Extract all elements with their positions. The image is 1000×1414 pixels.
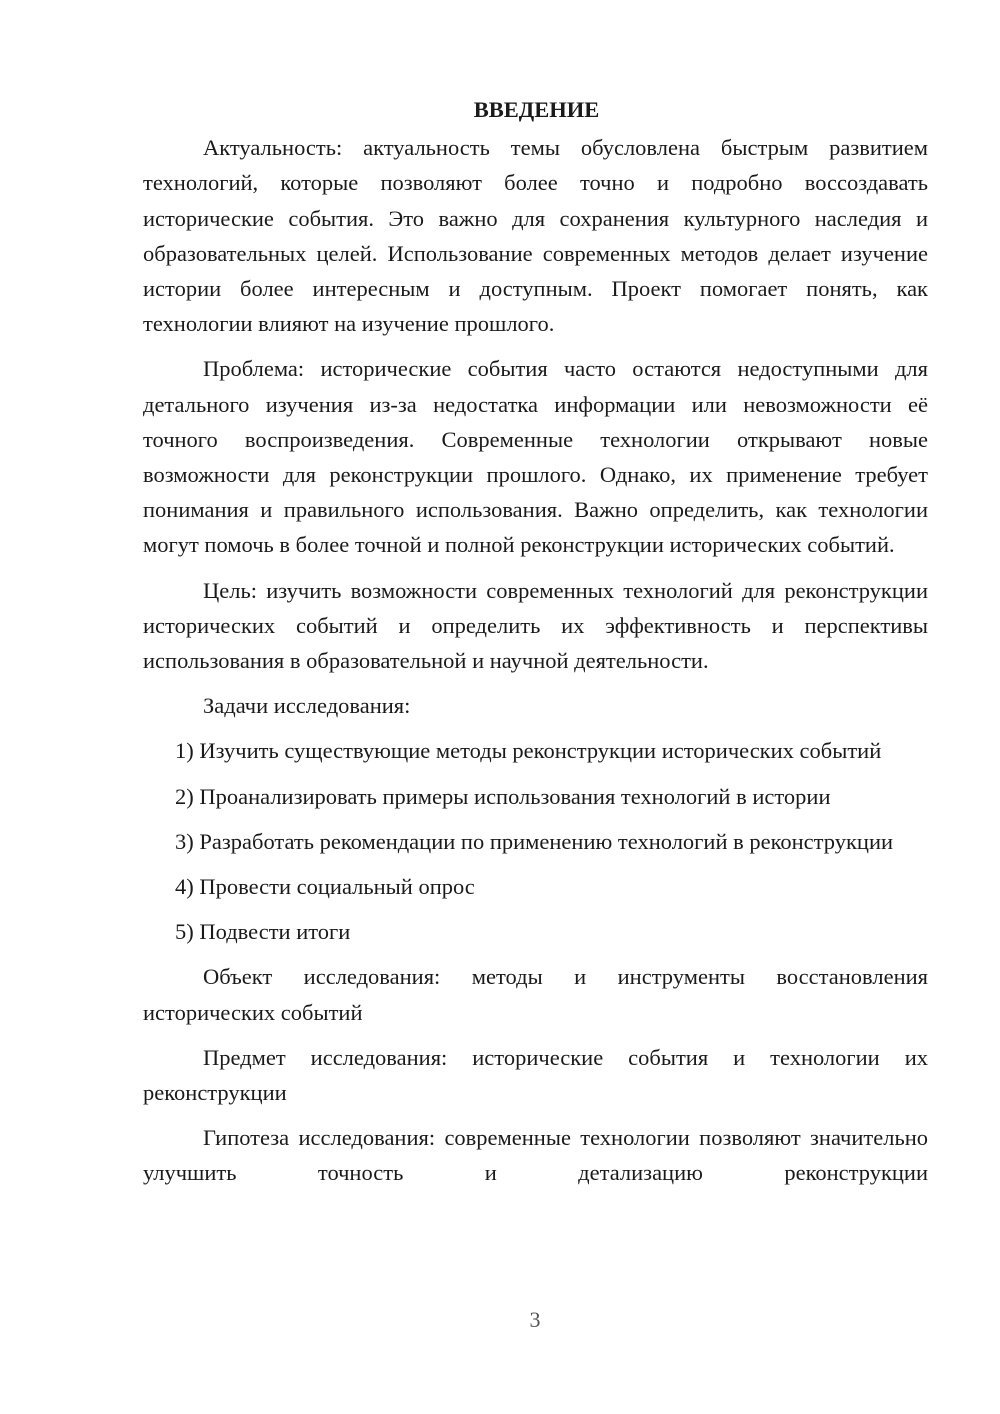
document-page xyxy=(143,92,928,1201)
tasks-title: Задачи исследования: xyxy=(203,693,411,719)
object-paragraph: Объект исследования: методы и инструменты восстановления исторических событий xyxy=(143,964,928,1025)
problem-paragraph: Проблема: исторические события часто остаются недоступными для детального изучения из-за недостатка информации или невозможности её точного воспроизведения. Современные технологии открывают новые возможности для реконструкции прошлого. Однако, их применение требует понимания и правильного использования. Важно определить, как технологии могут помочь в более точной и полной реконструкции исторических событий. xyxy=(143,356,928,558)
subject-paragraph: Предмет исследования: исторические события и технологии их реконструкции xyxy=(143,1044,928,1106)
tasks-list xyxy=(143,733,928,949)
list-item: 5) Подвести итоги xyxy=(175,919,351,945)
list-item: 1) Изучить существующие методы реконструкции исторических событий xyxy=(175,738,882,764)
list-item: 2) Проанализировать примеры использования технологий в истории xyxy=(175,783,831,809)
goal-paragraph: Цель: изучить возможности современных технологий для реконструкции исторических событий и определить их эффективность и перспективы использования в образовательной и научной деятельности. xyxy=(143,577,928,674)
page-number: 3 xyxy=(529,1307,541,1332)
list-item: 3) Разработать рекомендации по применению технологий в реконструкции xyxy=(175,828,894,854)
hypothesis-paragraph: Гипотеза исследования: современные технологии позволяют значительно улучшить точность и детализацию реконструкции xyxy=(143,1125,928,1186)
list-item: 4) Провести социальный опрос xyxy=(175,874,475,900)
page-title: ВВЕДЕНИЕ xyxy=(473,97,600,122)
relevance-paragraph: Актуальность: актуальность темы обусловлена быстрым развитием технологий, которые позволяют более точно и подробно воссоздавать исторические события. Это важно для сохранения культурного наследия и образовательных целей. Использование современных методов делает изучение истории более интересным и доступным. Проект помогает понять, как технологии влияют на изучение прошлого. xyxy=(143,135,928,337)
